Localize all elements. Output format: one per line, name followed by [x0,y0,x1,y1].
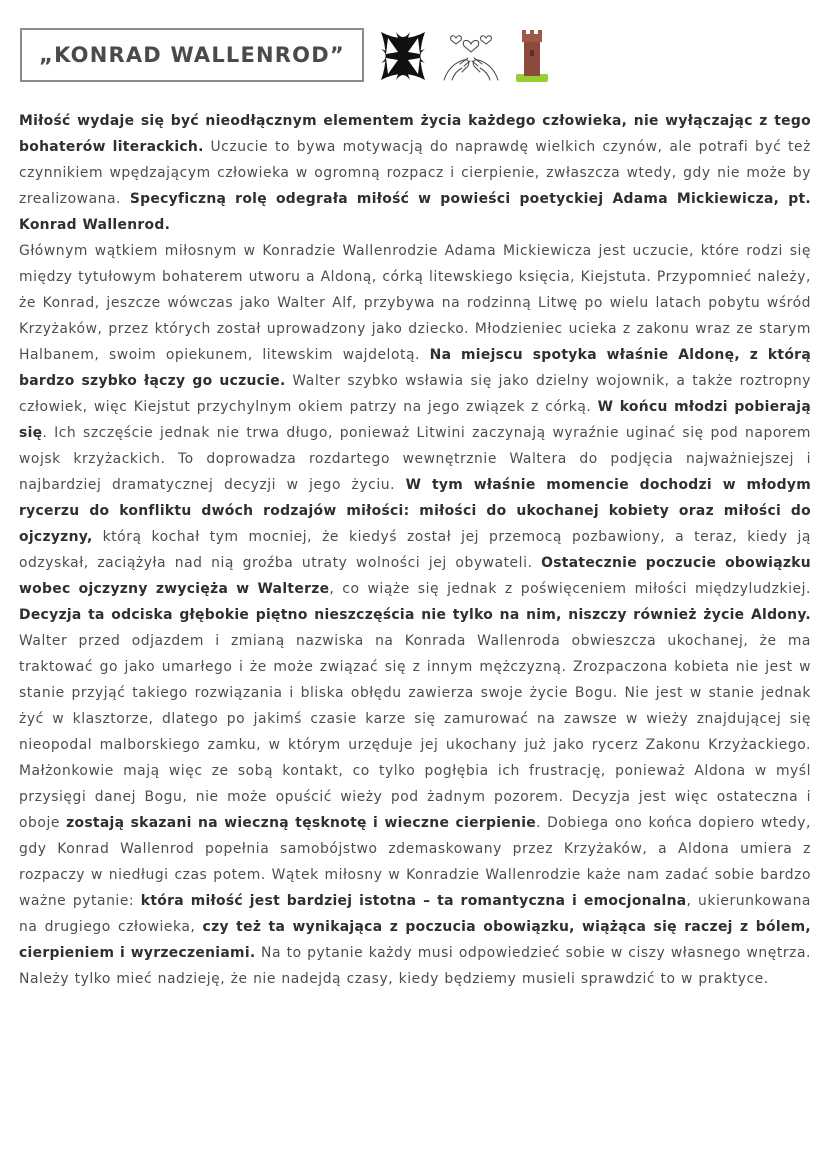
bold-text-run: W tym właśnie momencie dochodzi w młodym rycerzu do konfliktu dwóch rodzajów miłości: miłości do ukochanej kobiety oraz miłości do ojczyzny, [19,477,811,545]
hearts-hands-icon [438,28,504,84]
text-run: . Dobiega ono końca dopiero wtedy, gdy Konrad Wallenrod popełnia samobójstwo zdemaskowany przez Krzyżaków, a Aldona umiera z rozpaczy w niedługi czas potem. Wątek miłosny w Konradzie Wallenrodzie każe nam zadać sobie bardzo ważne pytanie: [19,815,811,909]
text-run: Uczucie to bywa motywacją do naprawdę wielkich czynów, ale potrafi być też czynnikiem wpędzającym człowieka w ogromną rozpacz i cierpienie, zwłaszcza wtedy, gdy nie może by zrealizowana. [19,139,811,207]
bold-text-run: Ostatecznie poczucie obowiązku wobec ojczyzny zwycięża w Walterze [19,555,811,597]
bold-text-run: Specyficzną rolę odegrała miłość w powieści poetyckiej Adama Mickiewicza, pt. Konrad Wallenrod. [19,191,812,233]
bold-text-run: czy też ta wynikająca z poczucia obowiązku, wiążąca się raczej z bólem, cierpieniem i wyrzeczeniami. [19,919,811,961]
bold-text-run: zostają skazani na wieczną tęsknotę i wieczne cierpienie [66,815,536,831]
text-run: , ukierunkowana na drugiego człowieka, [19,893,811,935]
bold-text-run: Decyzja ta odciska głębokie piętno nieszczęścia nie tylko na nim, niszczy również życie Aldony. [19,607,811,623]
paragraph [19,108,811,238]
title-box [20,28,364,82]
cross-icon [376,28,430,84]
bold-text-run: Miłość wydaje się być nieodłącznym elementem życia każdego człowieka, nie wyłączając z tego bohaterów literackich. [19,113,811,155]
text-run: którą kochał tym mocniej, że kiedyś został jej przemocą pozbawiony, a teraz, kiedy ją odzyskał, zaciążyła nad nią groźba utraty wolności jej obywateli. [19,529,811,571]
text-run: Głównym wątkiem miłosnym w Konradzie Wallenrodzie Adama Mickiewicza jest uczucie, które rodzi się między tytułowym bohaterem utworu a Aldoną, córką litewskiego księcia, Kiejstuta. Przypomnieć należy, że Konrad, jeszcze wówczas jako Walter Alf, przybywa na rodzinną Litwę po wielu latach pobytu wśród Krzyżaków, przez których został uprowadzony jako dziecko. Młodzieniec ucieka z zakonu wraz ze starym Halbanem, swoim opiekunem, litewskim wajdelotą. [19,243,811,363]
bold-text-run: Na miejscu spotyka właśnie Aldonę, z którą bardzo szybko łączy go uczucie. [19,347,811,389]
header-icons [376,28,552,84]
bold-text-run: W końcu młodzi pobierają się [19,399,811,441]
text-run: Walter przed odjazdem i zmianą nazwiska na Konrada Wallenroda obwieszcza ukochanej, że ma traktować go jako umarłego i że może związać się z innym mężczyzną. Zrozpaczona kobieta nie jest w stanie przyjąć takiego rozwiązania i bliska obłędu zawierza swoje życie Bogu. Nie jest w stanie jednak żyć w klasztorze, dlatego po jakimś czasie karze się zamurować na zawsze w wieży znajdującej się nieopodal malborskiego zamku, w którym urzęduje jej ukochany już jako rycerz Zakonu Krzyżackiego. Małżonkowie mają więc ze sobą kontakt, co tylko pogłębia ich frustrację, ponieważ Aldona w myśl przysięgi danej Bogu, nie może opuścić wieży pod żadnym pozorem. Decyzja jest więc ostateczna i oboje [19,633,811,831]
text-run: , co wiąże się jednak z poświęceniem miłości międzyludzkiej. [329,581,811,597]
text-run: . Ich szczęście jednak nie trwa długo, ponieważ Litwini zaczynają wyraźnie uginać się pod naporem wojsk krzyżackich. To doprowadza rozdartego wewnętrznie Waltera do podjęcia najważniejszej i najbardziej dramatycznej decyzji w jego życiu. [19,425,811,493]
tower-icon [512,28,552,84]
paragraph [19,238,811,992]
text-run: Walter szybko wsławia się jako dzielny wojownik, a także roztropny człowiek, więc Kiejstut przychylnym okiem patrzy na jego związek z córką. [19,373,811,415]
text-run: Na to pytanie każdy musi odpowiedzieć sobie w ciszy własnego wnętrza. Należy tylko mieć nadzieję, że nie nadejdą czasy, kiedy będziemy musieli sprawdzić to w praktyce. [19,945,811,987]
page-title: „KONRAD WALLENROD” [39,43,345,67]
body-text [19,108,811,992]
bold-text-run: która miłość jest bardziej istotna – ta romantyczna i emocjonalna [140,893,687,909]
